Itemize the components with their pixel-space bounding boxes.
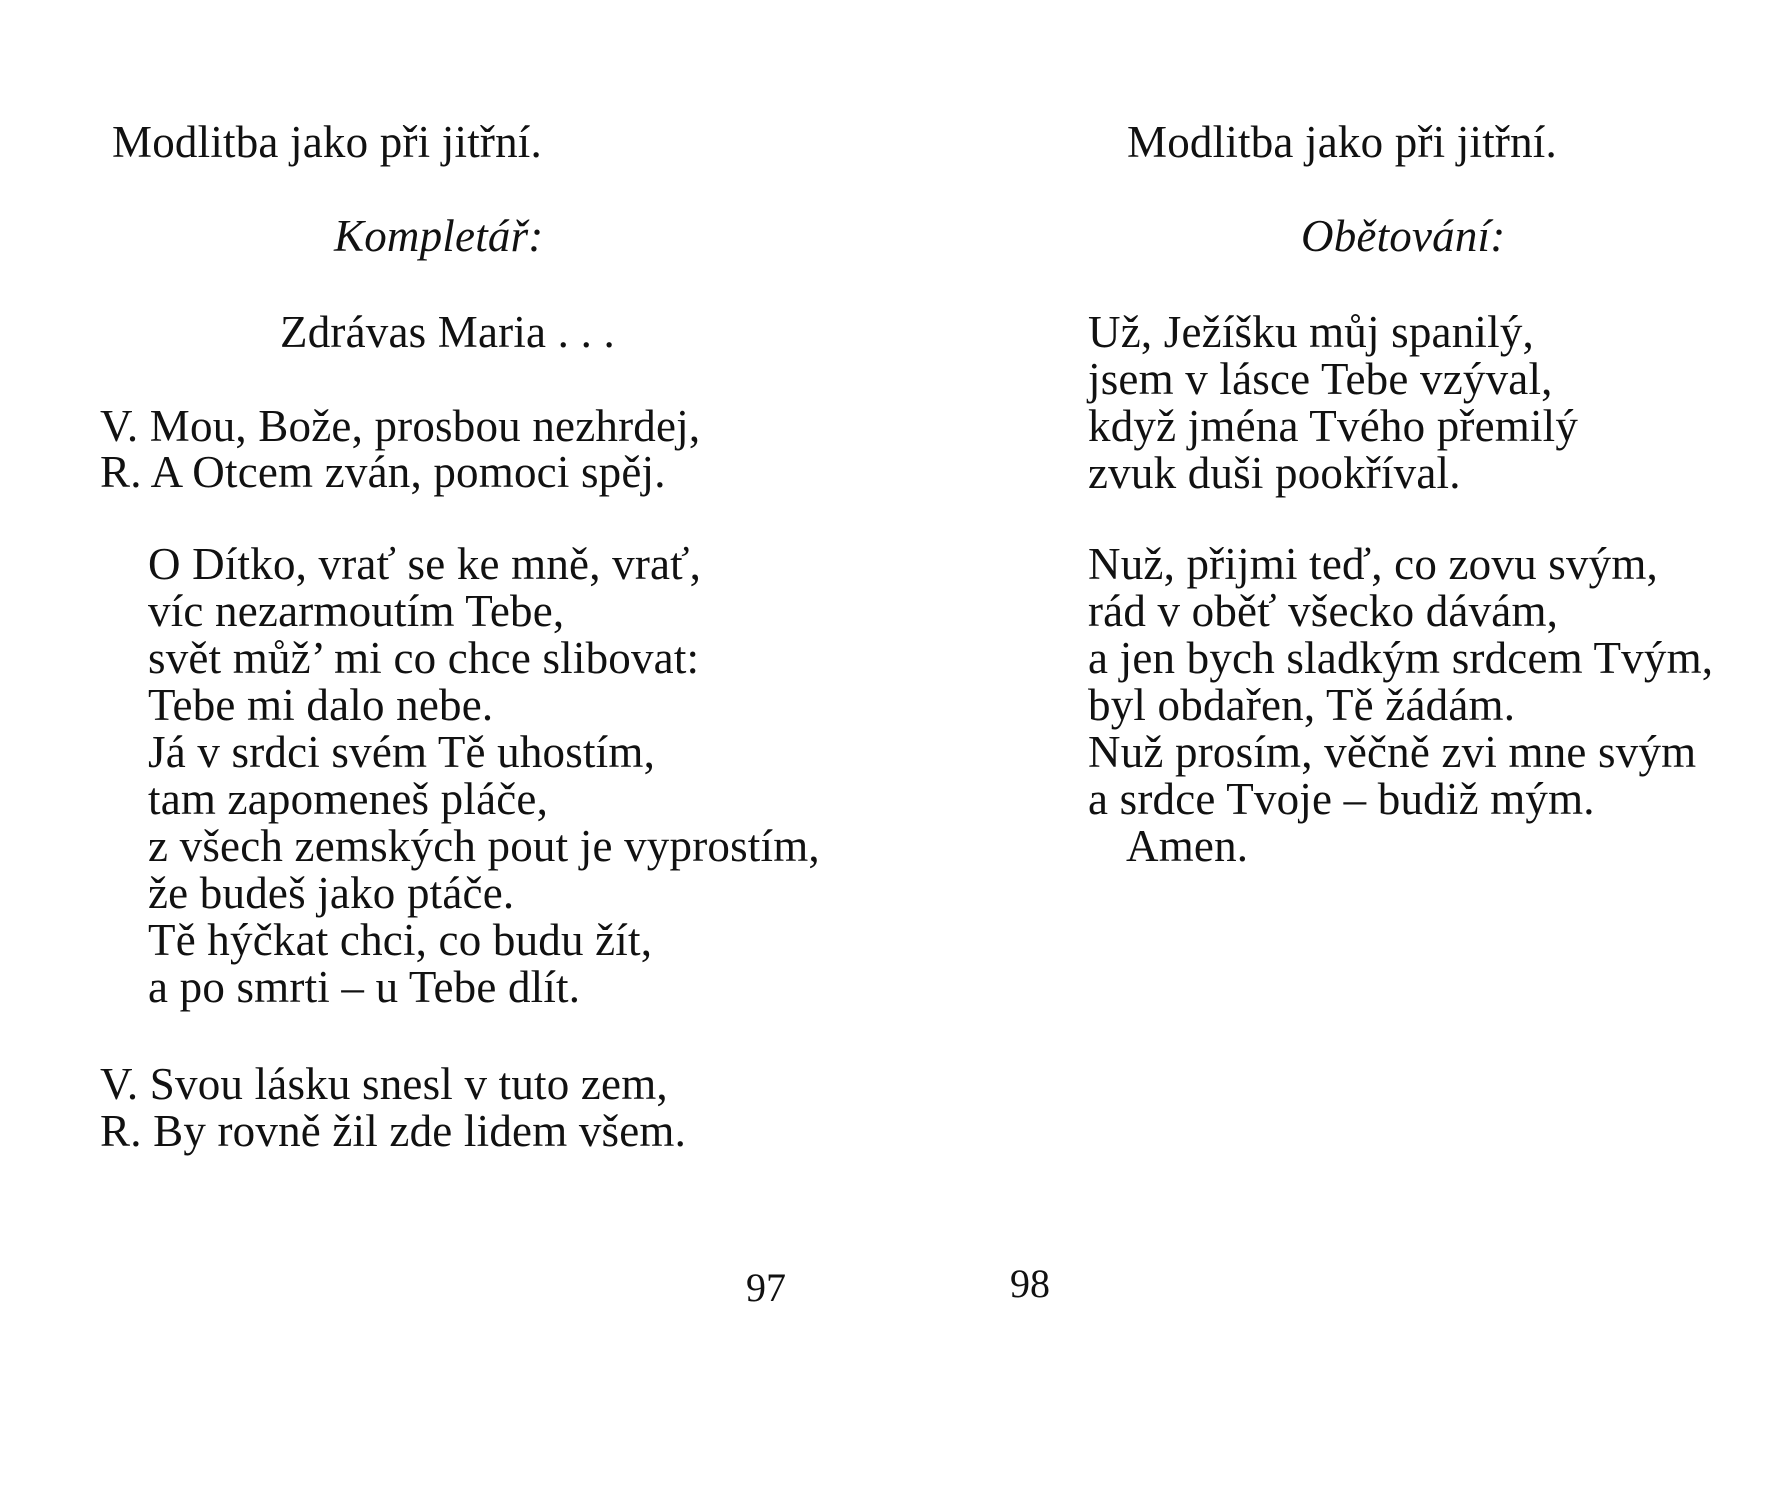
right-section-title: Obětování: (1301, 211, 1506, 261)
greeting: Zdrávas Maria . . . (280, 307, 615, 357)
hymn-line: O Dítko, vrať se ke mně, vrať, (148, 539, 702, 589)
hymn-line: že budeš jako ptáče. (148, 868, 515, 918)
stanza-line: zvuk duši pookříval. (1088, 448, 1461, 498)
hymn-line: tam zapomeneš pláče, (148, 774, 549, 824)
hymn-line: z všech zemských pout je vyprostím, (148, 821, 820, 871)
versicle-2-r: R. By rovně žil zde lidem všem. (100, 1106, 687, 1156)
stanza-line: Nuž, přijmi teď, co zovu svým, (1088, 539, 1658, 589)
stanza-line: a srdce Tvoje – budiž mým. (1088, 774, 1595, 824)
closing-amen: Amen. (1126, 821, 1249, 871)
versicle-1-v: V. Mou, Bože, prosbou nezhrdej, (100, 401, 701, 451)
left-section-title: Kompletář: (334, 211, 544, 261)
stanza-line: Nuž prosím, věčně zvi mne svým (1088, 727, 1697, 777)
stanza-line: a jen bych sladkým srdcem Tvým, (1088, 633, 1714, 683)
hymn-line: svět můž’ mi co chce slibovat: (148, 633, 700, 683)
right-page-number: 98 (1010, 1261, 1050, 1306)
left-heading: Modlitba jako při jitřní. (112, 117, 542, 167)
hymn-line: a po smrti – u Tebe dlít. (148, 962, 581, 1012)
stanza-line: rád v oběť všecko dávám, (1088, 586, 1559, 636)
left-page-number: 97 (746, 1265, 786, 1310)
hymn-line: víc nezarmoutím Tebe, (148, 586, 565, 636)
hymn-line: Tě hýčkat chci, co budu žít, (148, 915, 653, 965)
right-heading: Modlitba jako při jitřní. (1127, 117, 1557, 167)
versicle-1-r: R. A Otcem zván, pomoci spěj. (100, 447, 666, 497)
stanza-line: Už, Ježíšku můj spanilý, (1088, 307, 1534, 357)
stanza-line: jsem v lásce Tebe vzýval, (1088, 354, 1553, 404)
hymn-line: Tebe mi dalo nebe. (148, 680, 494, 730)
stanza-line: když jména Tvého přemilý (1088, 401, 1579, 451)
versicle-2-v: V. Svou lásku snesl v tuto zem, (100, 1059, 668, 1109)
hymn-line: Já v srdci svém Tě uhostím, (148, 727, 656, 777)
stanza-line: byl obdařen, Tě žádám. (1088, 680, 1516, 730)
